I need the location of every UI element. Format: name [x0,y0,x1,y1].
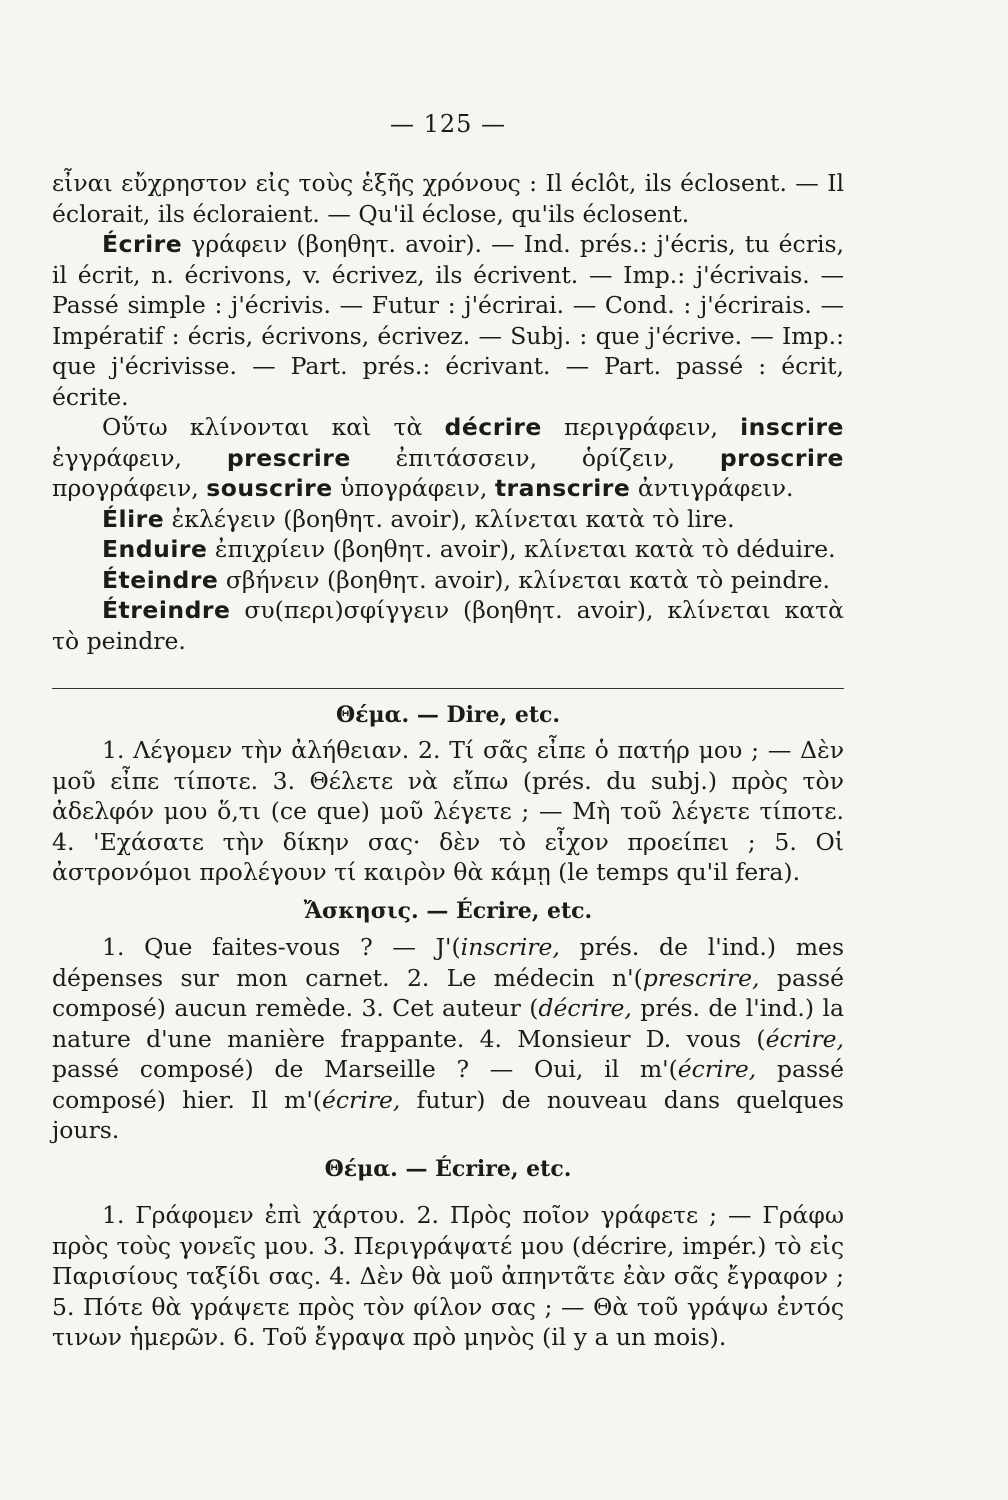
ecrire-conjugation: γράφειν (βοηθητ. avoir). — Ind. prés.: j'écris, tu écris, il écrit, n. écrivons, v. écrivez, ils écrivent. — Imp.: j'écrivais. — Passé simple : j'écrivis. — Futur : j'écrirai. — Cond. : j'écrirais. — Impératif : écris, écrivons, écrivez. — Subj. : que j'écrive. — Imp.: que j'écrivisse. — Part. prés.: écrivant. — Part. passé : écrit, écrite. [52,230,844,411]
verb-italic: prescrire, [642,963,760,992]
headword: souscrire [206,474,333,502]
verb-italic: écrire, [321,1085,401,1114]
ecrire-paragraph [52,229,844,412]
thema-dire-text [52,735,844,888]
enduire-paragraph [52,534,844,565]
elire-paragraph [52,504,844,535]
section-conjugation [52,168,844,656]
askisis-paragraph [52,932,844,1146]
text: ἀντιγράφειν. [630,474,794,502]
headword: Enduire [102,535,208,563]
text: προγράφειν, [52,474,207,502]
ecrire-headword: Écrire [102,230,183,258]
text: περιγράφειν, [541,413,741,441]
text: passé composé) hier. Il m'( [52,1055,844,1114]
eclore-paragraph: εἶναι εὔχρηστον εἰς τοὺς ἑξῆς χρόνους : Il éclôt, ils éclosent. — Il éclorait, ils écloraient. — Qu'il éclose, qu'ils éclosent. [52,169,844,228]
thema-ecrire-text [52,1200,844,1353]
verb-italic: décrire, [538,994,632,1022]
thema-dire-paragraph: 1. Λέγομεν τὴν ἀλήθειαν. 2. Τί σᾶς εἶπε ὁ πατήρ μου ; — Δὲν μοῦ εἶπε τίποτε. 3. Θέλετε νὰ εἴπω (prés. du subj.) πρὸς τὸν ἀδελφόν μου ὅ,τι (ce que) μοῦ λέγετε ; — Μὴ τοῦ λέγετε τίποτε. 4. 'Εχάσατε τὴν δίκην σας· δὲν τὸ εἶχον προείπει ; 5. Οἱ ἀστρονόμοι προλέγουν τί καιρὸν θὰ κάμῃ (le temps qu'il fera). [52,736,844,886]
text: συ(περι)σφίγγειν (βοηθητ. avoir), κλίνεται κατὰ τὸ peindre. [52,596,844,655]
text: ἐπιχρίειν (βοηθητ. avoir), κλίνεται κατὰ τὸ déduire. [207,535,836,563]
text: ἐκλέγειν (βοηθητ. avoir), κλίνεται κατὰ τὸ lire. [164,504,735,533]
text: ἐγγράφειν, [52,443,227,472]
headword: Élire [102,504,165,533]
headword: décrire [444,413,542,441]
heading-thema-ecrire: Θέμα. — Écrire, etc. [324,1156,572,1182]
heading-thema-dire: Θέμα. — Dire, etc. [335,702,561,728]
headword: inscrire [740,413,844,441]
text: Οὕτω κλίνονται καὶ τὰ [102,413,445,441]
section-divider [52,688,844,689]
text: σβήνειν (βοηθητ. avoir), κλίνεται κατὰ τὸ peindre. [218,565,830,594]
thema-ecrire-paragraph: 1. Γράφομεν ἐπὶ χάρτου. 2. Πρὸς ποῖον γράφετε ; — Γράφω πρὸς τοὺς γονεῖς μου. 3. Περιγράψατέ μου (décrire, impér.) τὸ εἰς Παρισίους ταξίδι σας. 4. Δὲν θὰ μοῦ ἀπηντᾶτε ἐὰν σᾶς ἔγραφον ; 5. Πότε θὰ γράψετε πρὸς τὸν φίλον σας ; — Θὰ τοῦ γράψω ἐντός τινων ἡμερῶν. 6. Τοῦ ἔγραψα πρὸ μηνὸς (il y a un mois). [52,1201,844,1351]
text: 1. Que faites-vous ? — J'( [102,933,461,961]
page-number: — 125 — [389,110,507,138]
askisis-text [52,932,844,1146]
headword: Étreindre [102,596,231,624]
heading-askisis-ecrire: Ἄσκησις. — Écrire, etc. [303,898,593,924]
text: passé composé) de Marseille ? — Oui, il m'( [52,1055,678,1083]
text: prés. de l'ind.) mes dépenses sur mon carnet. 2. Le médecin n'( [52,933,845,992]
text: ὑπογράφειν, [332,474,495,502]
headword: prescrire [226,443,351,472]
etreindre-paragraph [52,595,844,656]
text: futur) de nouveau dans quelques jours. [52,1085,844,1144]
headword: transcrire [494,474,631,502]
headword: proscrire [719,443,844,472]
verb-italic: écrire, [765,1024,844,1053]
text: prés. de l'ind.) la nature d'une manière frappante. 4. Monsieur D. vous ( [52,994,844,1053]
compounds-paragraph [52,412,844,504]
eteindre-paragraph [52,565,844,596]
verb-italic: inscrire, [460,933,560,961]
headword: Éteindre [102,565,219,594]
verb-italic: écrire, [677,1055,757,1083]
text: ἐπιτάσσειν, ὁρίζειν, [350,443,720,472]
text: passé composé) aucun remède. 3. Cet auteur ( [52,963,844,1022]
